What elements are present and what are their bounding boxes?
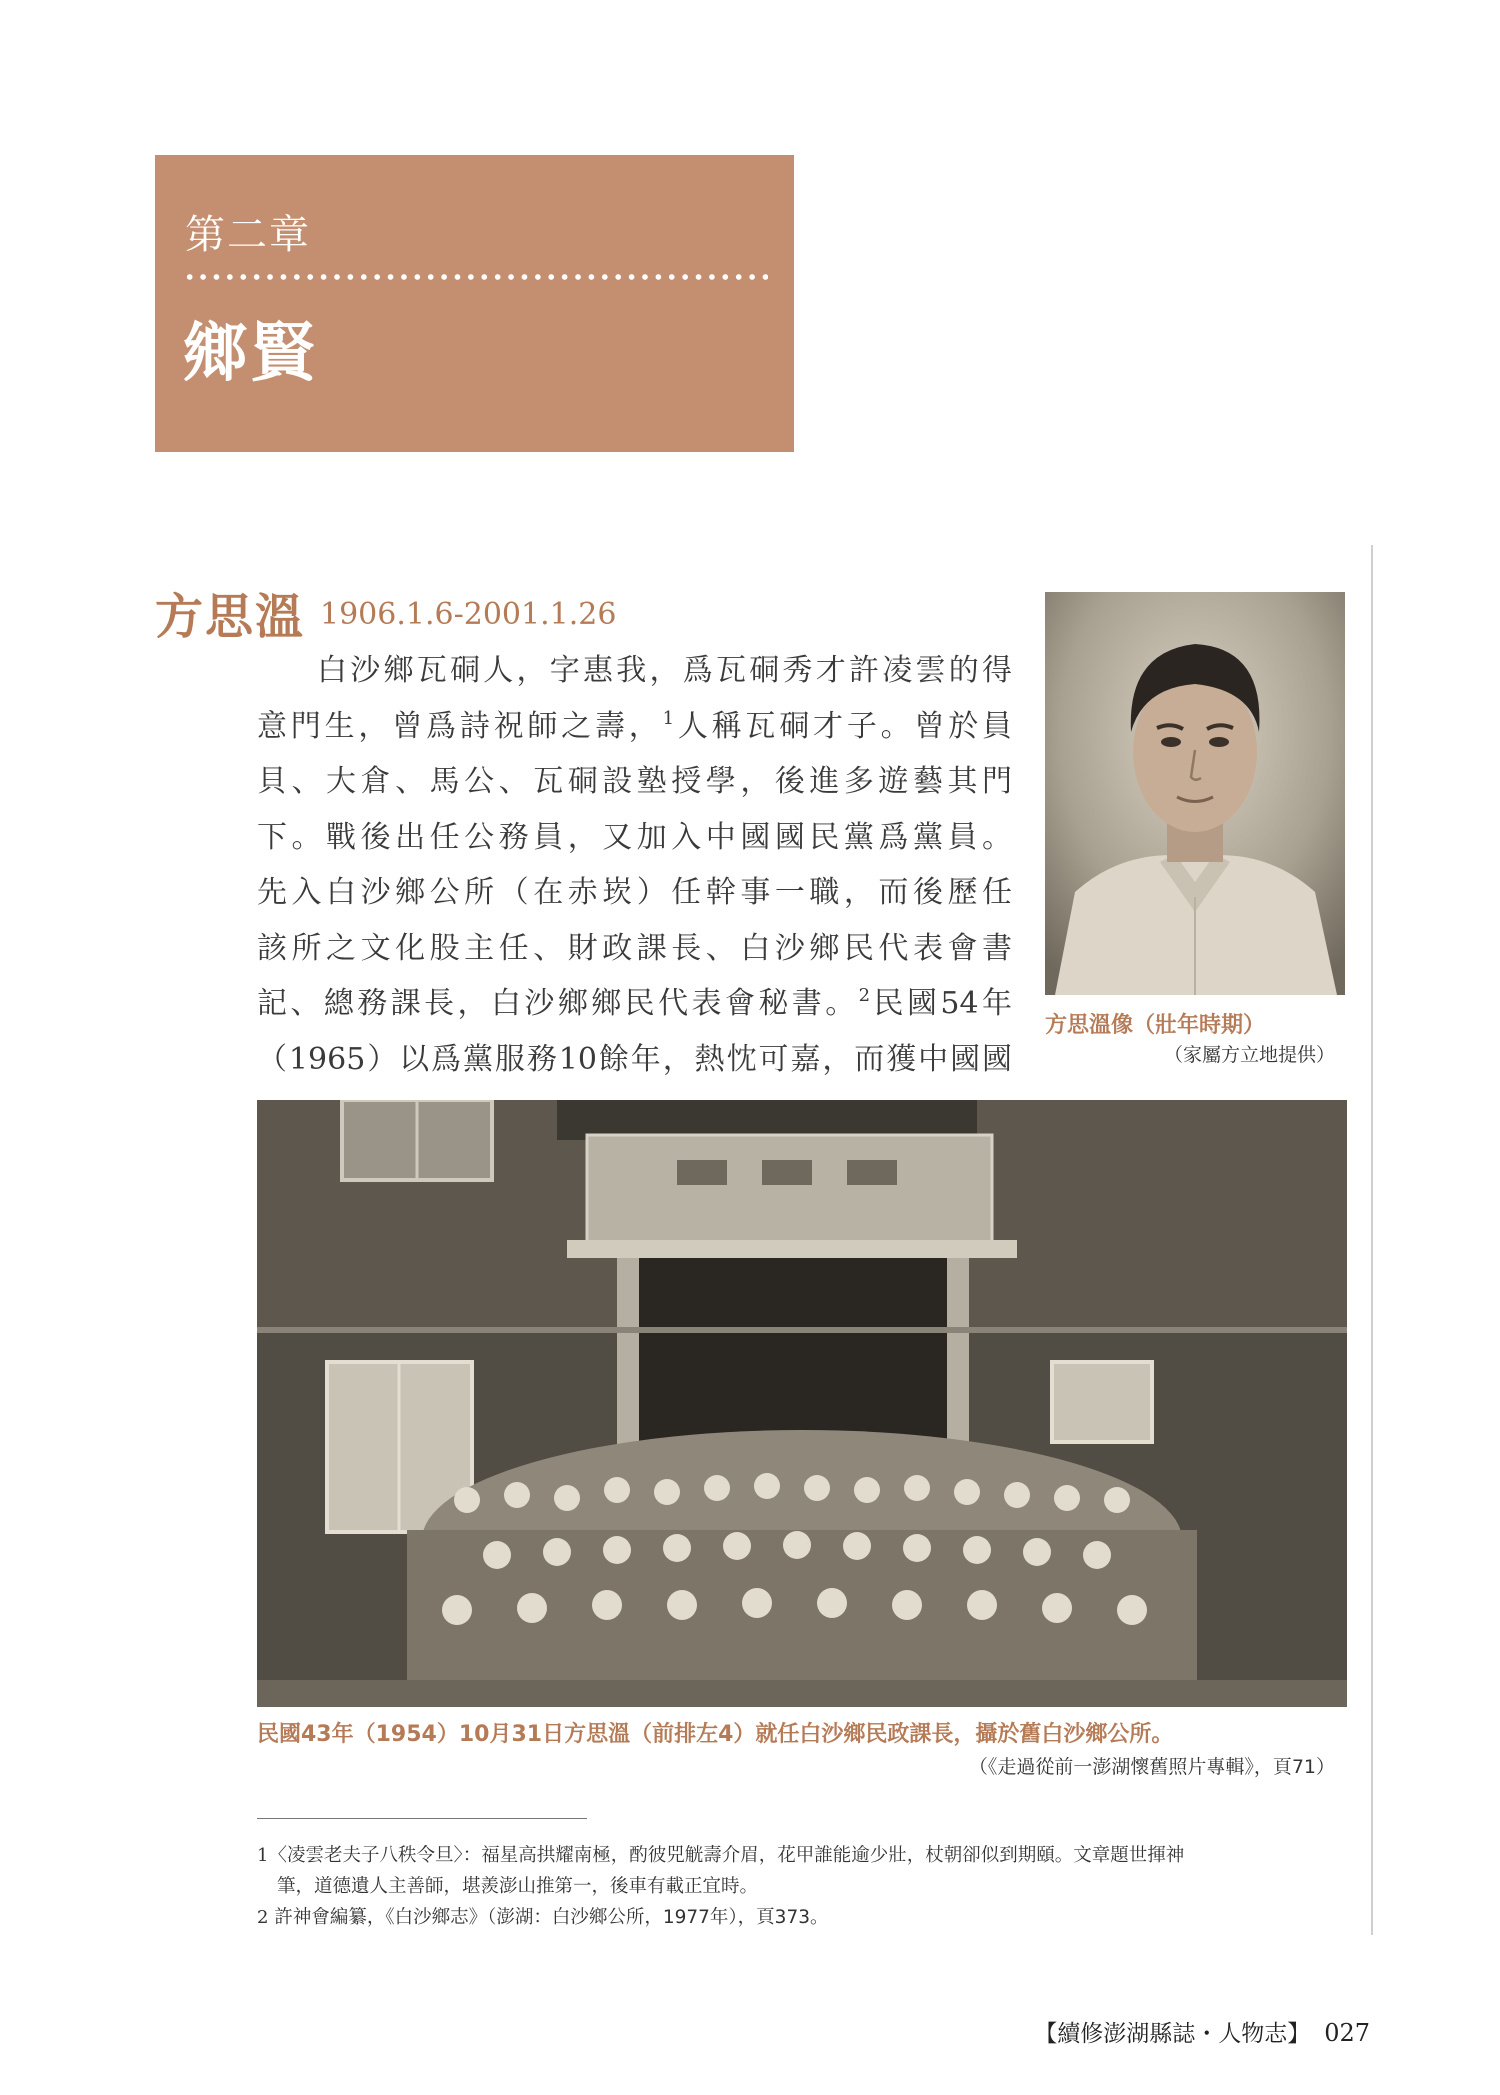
body-line: （1965）以爲黨服務10餘年，熱忱可嘉，而獲中國國	[257, 1041, 1012, 1077]
body-line: 意門生，曾爲詩祝師之壽，$^1$人稱瓦硐才子。曾於員	[257, 707, 1013, 744]
body-line: 先入白沙鄉公所（在赤崁）任幹事一職，而後歷任	[257, 875, 1012, 910]
footnote-1: 1〈凌雲老夫子八秩令旦〉：福星高拱耀南極，酌彼兕觥壽介眉，花甲誰能逾少壯，杖朝卻似到期頤。文章題世揮神	[257, 1845, 1185, 1866]
body-line: 該所之文化股主任、財政課長、白沙鄉民代表會書	[257, 930, 1012, 966]
group-photo-credit: （《走過從前一澎湖懷舊照片專輯》，頁71）	[968, 1756, 1335, 1778]
footnote-ref[interactable]: 1	[662, 707, 675, 729]
margin-rule	[1371, 545, 1373, 1935]
portrait-caption: 方思溫像（壯年時期）	[1045, 1013, 1266, 1038]
person-name: 方思溫	[155, 589, 306, 645]
person-dates: 1906.1.6-2001.1.26	[320, 597, 617, 632]
biography-text	[257, 643, 1012, 1087]
page-footer	[1034, 2015, 1370, 2048]
portrait-photo	[1045, 592, 1345, 995]
footnote-ref[interactable]: 2	[858, 985, 871, 1006]
group-photo-caption: 民國43年（1954）10月31日方思溫（前排左4）就任白沙鄉民政課長，攝於舊白沙鄉公所。	[257, 1722, 1174, 1747]
chapter-header	[155, 155, 794, 452]
portrait-image	[1045, 592, 1345, 995]
footnote-1-continued: 筆，道德遺人主善師，堪羨澎山推第一，後車有載正宜時。	[277, 1876, 759, 1897]
group-photo-image	[257, 1100, 1347, 1707]
chapter-title: 鄉賢	[183, 316, 319, 391]
footnote-2: 2 許神會編纂，《白沙鄉志》（澎湖：白沙鄉公所，1977年），頁373。	[257, 1907, 829, 1928]
chapter-number: 第二章	[185, 212, 311, 258]
group-photo	[257, 1100, 1347, 1707]
book-title: 【續修澎湖縣誌・人物志】	[1034, 2021, 1311, 2047]
body-line: 記、總務課長，白沙鄉鄉民代表會秘書。$^2$民國54年	[257, 985, 1013, 1021]
portrait-credit: （家屬方立地提供）	[1163, 1044, 1335, 1066]
body-line: 下。戰後出任公務員，又加入中國國民黨爲黨員。	[257, 819, 1012, 855]
body-line: 貝、大倉、馬公、瓦硐設塾授學，後進多遊藝其門	[257, 764, 1012, 799]
chapter-divider	[183, 272, 768, 282]
footnote-rule	[257, 1818, 587, 1819]
page-number: 027	[1324, 2019, 1370, 2047]
body-line: 白沙鄉瓦硐人，字惠我，爲瓦硐秀才許凌雲的得	[317, 653, 1012, 688]
footnotes	[257, 1840, 1347, 1933]
